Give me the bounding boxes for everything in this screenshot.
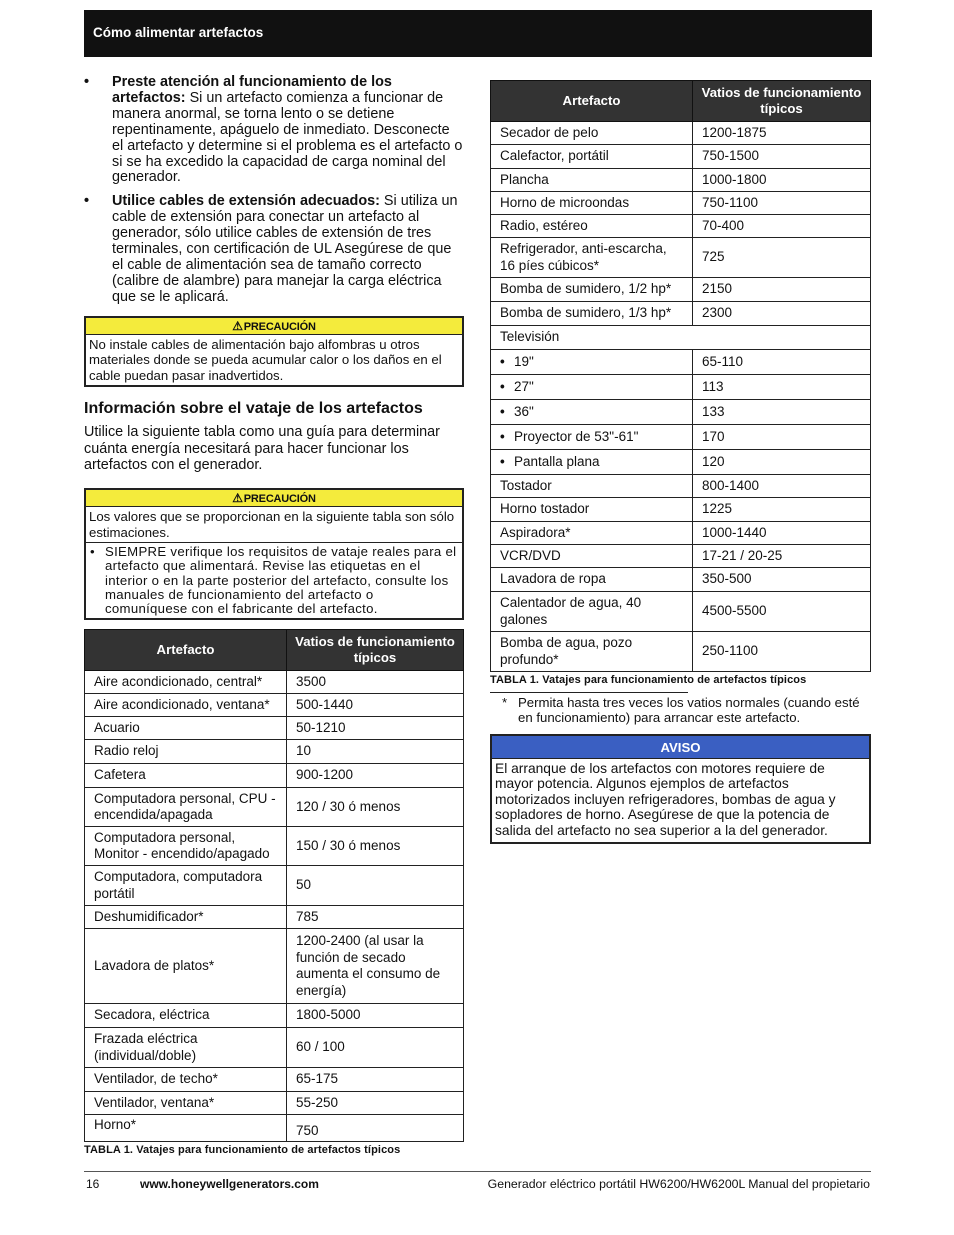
table-row <box>85 1115 464 1142</box>
cell-appliance: Secadora, eléctrica <box>85 1004 287 1028</box>
table-header-appliance: Artefacto <box>85 630 287 671</box>
warning-triangle-icon: ⚠ <box>232 490 243 505</box>
section-paragraph: Utilice la siguiente tabla como una guía para determinar cuánta energía necesitará para hacer funcionar los artefactos con el generador. <box>84 424 440 474</box>
cell-watts: 65-110 <box>693 350 871 375</box>
wattage-table-right <box>490 80 871 672</box>
table-row <box>491 122 871 145</box>
cell-watts: 785 <box>287 906 464 929</box>
cell-watts: 800-1400 <box>693 475 871 498</box>
table-row <box>85 694 464 717</box>
caution-text: No instale cables de alimentación bajo alfombras u otros materiales donde se pueda acumular calor o los daños en el cable puedan pasar inadvertidos. <box>89 336 442 383</box>
footer-divider <box>84 1171 871 1172</box>
bullet-icon: • <box>500 453 505 469</box>
cell-watts: 55-250 <box>287 1092 464 1115</box>
table-caption: TABLA 1. Vatajes para funcionamiento de artefactos típicos <box>490 674 807 686</box>
table-row <box>491 169 871 192</box>
table-row <box>85 1004 464 1028</box>
cell-watts: 120 / 30 ó menos <box>287 788 464 827</box>
cell-watts: 133 <box>693 400 871 425</box>
cell-appliance: Lavadora de platos* <box>85 929 287 1004</box>
table-row <box>85 740 464 764</box>
cell-appliance-text: Pantalla plana <box>514 453 600 469</box>
cell-watts: 60 / 100 <box>287 1028 464 1068</box>
cell-watts: 150 / 30 ó menos <box>287 827 464 866</box>
bullet-icon: • <box>90 544 95 560</box>
table-row <box>491 215 871 238</box>
caution-box-cables <box>84 316 464 388</box>
cell-appliance-text: 36" <box>514 403 534 419</box>
table-row <box>491 498 871 522</box>
bullet-icon: • <box>500 428 505 444</box>
cell-appliance <box>491 350 693 375</box>
cell-appliance-text: 27" <box>514 378 534 394</box>
table-row <box>85 906 464 929</box>
bullet-text: Si utiliza un cable de extensión para conectar un artefacto al generador, sólo utilice cables de extensión de tres terminales, con certificación de UL Asegúrese de que el cable de alimentación sea de tamaño correcto (calibre de alambre) para manejar la carga eléctrica que se le aplicará. <box>112 193 458 305</box>
table-row <box>491 632 871 672</box>
cell-appliance: Tostador <box>491 475 693 498</box>
right-column <box>490 80 871 844</box>
cell-watts: 750-1100 <box>693 192 871 215</box>
cell-appliance: Ventilador, ventana* <box>85 1092 287 1115</box>
cell-watts: 1200-2400 (al usar la función de secado aumenta el consumo de energía) <box>287 929 464 1004</box>
cell-appliance: Radio, estéreo <box>491 215 693 238</box>
cell-watts: 70-400 <box>693 215 871 238</box>
cell-appliance: Calefactor, portátil <box>491 145 693 169</box>
caution-header <box>86 490 462 507</box>
cell-appliance: Aire acondicionado, ventana* <box>85 694 287 717</box>
table-row <box>85 1068 464 1092</box>
table-header-watts: Vatios de funcionamiento típicos <box>287 630 464 671</box>
cell-watts: 170 <box>693 425 871 450</box>
cell-appliance: Bomba de sumidero, 1/3 hp* <box>491 302 693 326</box>
table-row <box>491 302 871 326</box>
table-row <box>491 475 871 498</box>
cell-watts: 1000-1800 <box>693 169 871 192</box>
cell-watts: 725 <box>693 238 871 278</box>
notice-text: El arranque de los artefactos con motores requiere de mayor potencia. Algunos ejemplos de artefactos motorizados incluyen refrigeradores, bombas de agua y sopladores de horno. Asegúrese de que la potencia de salida del artefacto no sea superior a la del generador. <box>495 760 836 838</box>
bullet-item-appliance-operation <box>84 75 464 186</box>
table-header-watts: Vatios de funcionamiento típicos <box>693 81 871 122</box>
table-row <box>85 764 464 788</box>
cell-appliance <box>491 425 693 450</box>
cell-watts: 1225 <box>693 498 871 522</box>
left-column <box>84 75 464 1156</box>
cell-appliance: Computadora, computadora portátil <box>85 866 287 906</box>
cell-appliance <box>491 375 693 400</box>
bullet-icon: • <box>84 193 90 210</box>
table-row <box>85 788 464 827</box>
footer-url: www.honeywellgenerators.com <box>140 1177 319 1191</box>
cell-appliance: Frazada eléctrica (individual/doble) <box>85 1028 287 1068</box>
cell-watts: 3500 <box>287 671 464 694</box>
table-row <box>85 671 464 694</box>
cell-appliance: Aspiradora* <box>491 522 693 545</box>
table-row <box>85 929 464 1004</box>
table-row <box>491 350 871 375</box>
table-row <box>491 592 871 632</box>
cell-appliance: VCR/DVD <box>491 545 693 568</box>
cell-appliance: Secador de pelo <box>491 122 693 145</box>
cell-appliance-text: Proyector de 53"-61" <box>514 428 639 444</box>
notice-box <box>490 734 871 844</box>
cell-watts: 1800-5000 <box>287 1004 464 1028</box>
cell-appliance: Refrigerador, anti-escarcha, 16 píes cúbicos* <box>491 238 693 278</box>
table-row <box>491 568 871 592</box>
cell-watts: 50 <box>287 866 464 906</box>
wattage-table-left <box>84 629 464 1142</box>
cell-appliance <box>491 400 693 425</box>
cell-watts: 750 <box>287 1115 464 1142</box>
cell-watts: 1200-1875 <box>693 122 871 145</box>
table-row <box>491 145 871 169</box>
caution-header <box>86 318 462 335</box>
bullet-item-extension-cables <box>84 194 464 305</box>
page-number: 16 <box>86 1177 100 1191</box>
table-row <box>85 717 464 740</box>
page-header-title: Cómo alimentar artefactos <box>93 25 264 40</box>
caution-label: PRECAUCIÓN <box>243 492 316 505</box>
table-row <box>491 522 871 545</box>
bullet-text: Si un artefacto comienza a funcionar de manera anormal, se torna lento o se detiene repentinamente, apáguelo de inmediato. Desconecte el artefacto y determine si el problema es el artefacto o si se ha excedido la capacidad de carga nominal del generador. <box>112 89 463 186</box>
caution-text: Los valores que se proporcionan en la siguiente tabla son sólo estimaciones. <box>89 508 455 540</box>
cell-category: Televisión <box>491 326 871 350</box>
caution-label: PRECAUCIÓN <box>243 320 316 333</box>
table-row <box>491 545 871 568</box>
table-row <box>491 375 871 400</box>
table-row <box>491 278 871 302</box>
table-row <box>85 866 464 906</box>
bullet-icon: • <box>500 403 505 419</box>
table-row <box>491 400 871 425</box>
footer-manual-title: Generador eléctrico portátil HW6200/HW6200L Manual del propietario <box>487 1177 870 1191</box>
cell-watts: 750-1500 <box>693 145 871 169</box>
cell-appliance: Horno* <box>85 1115 287 1142</box>
bullet-bold: Preste atención al funcionamiento de los artefactos: <box>112 74 392 106</box>
table-row-television <box>491 326 871 350</box>
cell-watts: 65-175 <box>287 1068 464 1092</box>
caution-box-estimates <box>84 488 464 620</box>
cell-appliance: Ventilador, de techo* <box>85 1068 287 1092</box>
footnote-divider <box>490 692 688 693</box>
cell-appliance: Calentador de agua, 40 galones <box>491 592 693 632</box>
cell-appliance: Horno de microondas <box>491 192 693 215</box>
cell-appliance: Radio reloj <box>85 740 287 764</box>
cell-watts: 2300 <box>693 302 871 326</box>
table-header-appliance: Artefacto <box>491 81 693 122</box>
cell-appliance: Aire acondicionado, central* <box>85 671 287 694</box>
cell-watts: 350-500 <box>693 568 871 592</box>
cell-appliance: Lavadora de ropa <box>491 568 693 592</box>
cell-appliance: Computadora personal, CPU - encendida/apagada <box>85 788 287 827</box>
cell-watts: 4500-5500 <box>693 592 871 632</box>
cell-appliance: Horno tostador <box>491 498 693 522</box>
footnote-text: Permita hasta tres veces los vatios normales (cuando esté en funcionamiento) para arrancar este artefacto. <box>518 695 860 725</box>
cell-appliance: Bomba de sumidero, 1/2 hp* <box>491 278 693 302</box>
cell-appliance: Cafetera <box>85 764 287 788</box>
caution-bullet <box>86 542 462 618</box>
section-heading: Información sobre el vataje de los artefactos <box>84 400 423 418</box>
cell-watts: 10 <box>287 740 464 764</box>
table-row <box>85 1092 464 1115</box>
cell-watts: 50-1210 <box>287 717 464 740</box>
bullet-icon: • <box>84 74 90 90</box>
bullet-icon: • <box>500 378 505 394</box>
cell-watts: 17-21 / 20-25 <box>693 545 871 568</box>
table-row <box>491 238 871 278</box>
cell-watts: 250-1100 <box>693 632 871 672</box>
table-row <box>491 450 871 475</box>
cell-watts: 900-1200 <box>287 764 464 788</box>
page-header <box>84 10 872 57</box>
warning-triangle-icon: ⚠ <box>232 318 243 333</box>
cell-appliance: Deshumidificador* <box>85 906 287 929</box>
cell-watts: 113 <box>693 375 871 400</box>
cell-appliance <box>491 450 693 475</box>
table-row <box>491 425 871 450</box>
cell-watts: 1000-1440 <box>693 522 871 545</box>
cell-watts: 2150 <box>693 278 871 302</box>
bullet-bold: Utilice cables de extensión adecuados: <box>112 193 380 210</box>
table-row <box>491 192 871 215</box>
cell-watts: 500-1440 <box>287 694 464 717</box>
table-row <box>85 827 464 866</box>
cell-appliance: Acuario <box>85 717 287 740</box>
cell-appliance: Computadora personal, Monitor - encendido/apagado <box>85 827 287 866</box>
caution-bullet-text: SIEMPRE verifique los requisitos de vataje reales para el artefacto que alimentará. Revise las etiquetas en el interior o en la parte posterior del artefacto, consulte los manuales de funcionamiento del artefacto o comuníquese con el fabricante del artefacto. <box>105 544 457 616</box>
cell-appliance-text: 19" <box>514 353 534 369</box>
table-row <box>85 1028 464 1068</box>
notice-header: AVISO <box>492 736 869 759</box>
cell-appliance: Bomba de agua, pozo profundo* <box>491 632 693 672</box>
footnote <box>490 696 871 726</box>
bullet-icon: • <box>500 353 505 369</box>
table-caption: TABLA 1. Vatajes para funcionamiento de artefactos típicos <box>84 1144 401 1157</box>
footnote-marker: * <box>502 695 508 710</box>
cell-watts: 120 <box>693 450 871 475</box>
cell-appliance: Plancha <box>491 169 693 192</box>
